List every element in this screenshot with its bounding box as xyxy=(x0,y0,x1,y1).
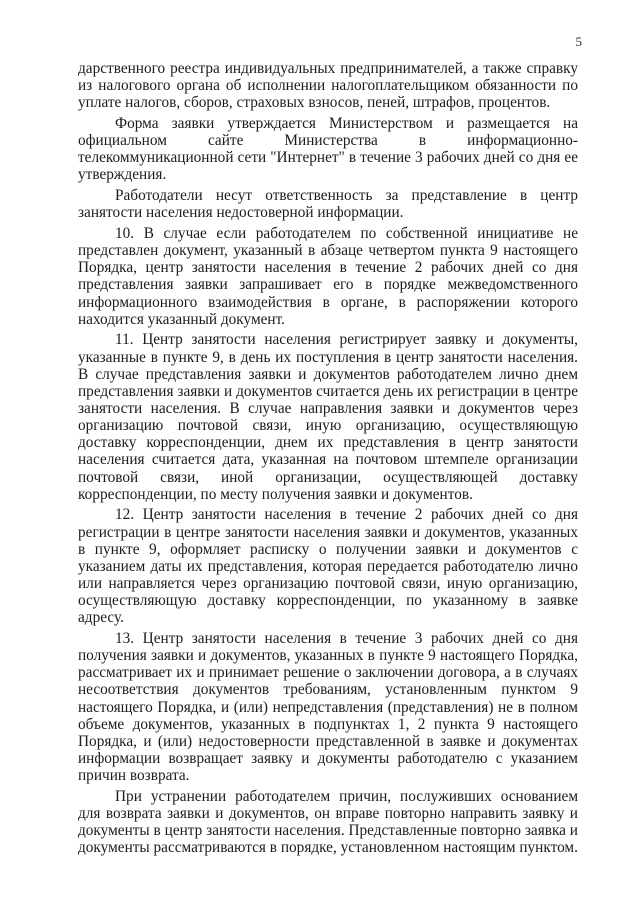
paragraph-item-12: 12. Центр занятости населения в течение 2 рабочих дней со дня регистрации в центре занятости населения заявки и документов, указанных в пункте 9, оформляет расписку о получении заявки и документов с указанием даты их представления, которая передается работодателю лично или направляется через организацию почтовой связи, иную организацию, осуществляющую доставку корреспонденции, по указанному в заявке адресу. xyxy=(78,506,578,627)
paragraph-resubmission: При устранении работодателем причин, послуживших основанием для возврата заявки и документов, он вправе повторно направить заявку и документы в центр занятости населения. Представленные повторно заявка и документы рассматриваются в порядке, установленном настоящим пунктом. xyxy=(78,787,578,857)
paragraph-item-11: 11. Центр занятости населения регистрирует заявку и документы, указанные в пункте 9, в день их поступления в центр занятости населения. В случае представления заявки и документов работодателем лично днем представления заявки и документов считается день их регистрации в центре занятости населения. В случае направления заявки и документов через организацию почтовой связи, иную организацию, осуществляющую доставку корреспонденции, днем их представления в центр занятости населения считается дата, указанная на почтовом штемпеле организации почтовой связи, иной организации, осуществляющей доставку корреспонденции, по месту получения заявки и документов. xyxy=(78,331,578,503)
page-number: 5 xyxy=(575,34,582,49)
paragraph-employer-responsibility: Работодатели несут ответственность за представление в центр занятости населения недостоверной информации. xyxy=(78,187,578,222)
paragraph-application-form: Форма заявки утверждается Министерством и размещается на официальном сайте Министерства в информационно-телекоммуникационной сети "Интернет" в течение 3 рабочих дней со дня ее утверждения. xyxy=(78,114,578,184)
paragraph-item-13: 13. Центр занятости населения в течение 3 рабочих дней со дня получения заявки и документов, указанных в пункте 9 настоящего Порядка, рассматривает их и принимает решение о заключении договора, а в случаях несоответствия документов требованиям, установленным пунктом 9 настоящего Порядка, и (или) непредставления (представления) не в полном объеме документов, указанных в подпунктах 1, 2 пункта 9 настоящего Порядка, и (или) недостоверности представленной в заявке и документах информации возвращает заявку и документы работодателю с указанием причин возврата. xyxy=(78,630,578,785)
document-body xyxy=(78,60,578,860)
paragraph-continuation: дарственного реестра индивидуальных предпринимателей, а также справку из налогового органа об исполнении налогоплательщиком обязанности по уплате налогов, сборов, страховых взносов, пеней, штрафов, процентов. xyxy=(78,60,578,112)
paragraph-item-10: 10. В случае если работодателем по собственной инициативе не представлен документ, указанный в абзаце четвертом пункта 9 настоящего Порядка, центр занятости населения в течение 2 рабочих дней со дня представления заявки запрашивает его в порядке межведомственного информационного взаимодействия в органе, в распоряжении которого находится указанный документ. xyxy=(78,224,578,328)
